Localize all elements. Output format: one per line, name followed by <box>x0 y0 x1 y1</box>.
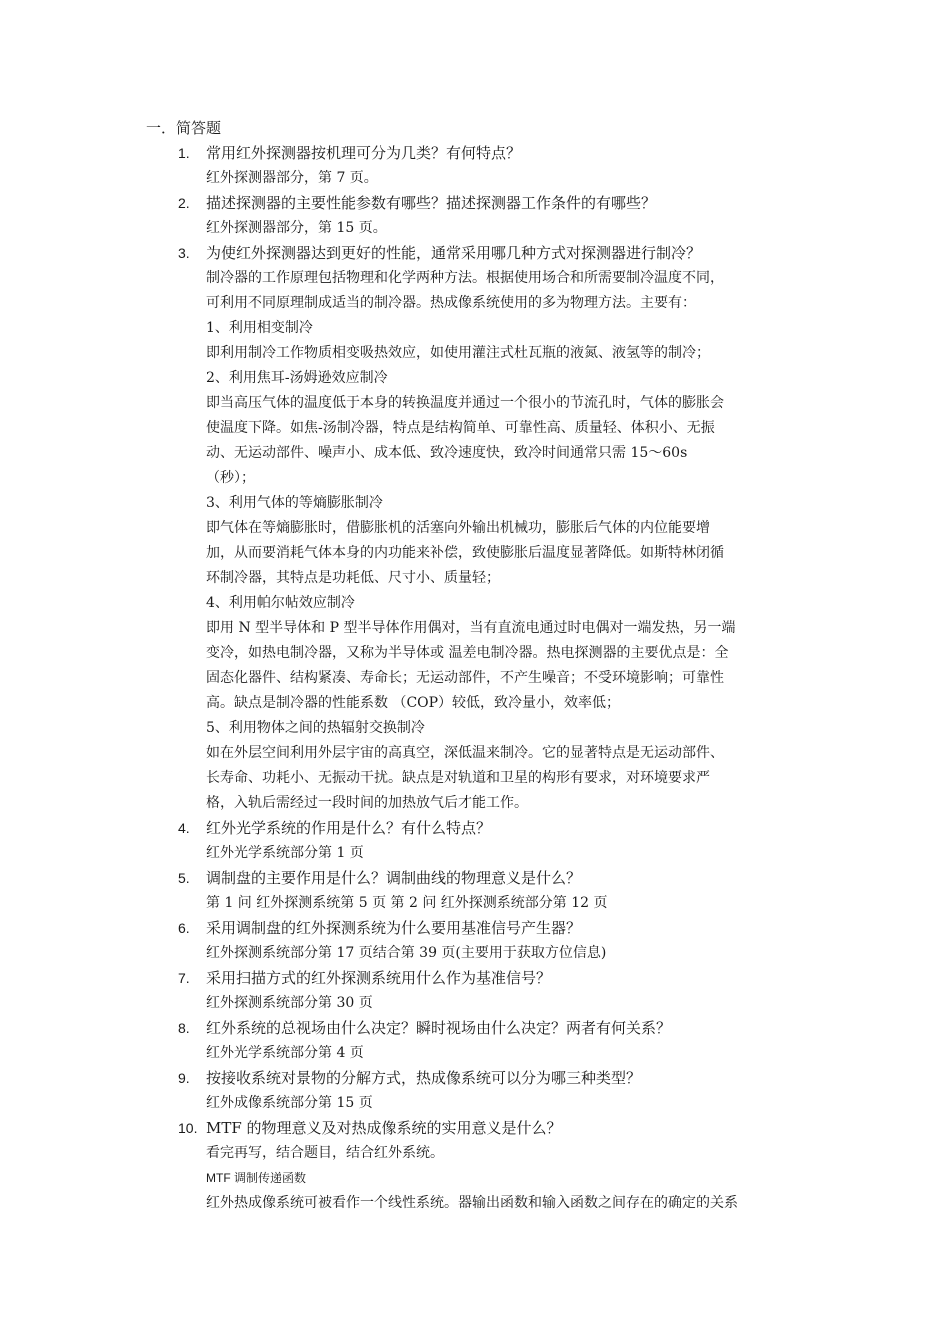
answer-line: 高。缺点是制冷器的性能系数 （COP）较低，致冷量小，效率低； <box>206 695 621 711</box>
question-text: MTF 的物理意义及对热成像系统的实用意义是什么？ <box>206 1119 562 1137</box>
answer-line: 5、利用物体之间的热辐射交换制冷 <box>206 720 425 736</box>
answer-line: 环制冷器，其特点是功耗低、尺寸小、质量轻； <box>206 570 500 586</box>
answer-line: 红外探测系统部分第 17 页结合第 39 页(主要用于获取方位信息) <box>206 945 607 961</box>
answer-line: 红外光学系统部分第 4 页 <box>206 1045 364 1061</box>
answer-line: MTF 调制传递函数 <box>206 1171 306 1185</box>
question-text: 红外光学系统的作用是什么？有什么特点？ <box>206 819 492 837</box>
answer-line: 3、利用气体的等熵膨胀制冷 <box>206 495 383 511</box>
answer-line: 红外成像系统部分第 15 页 <box>206 1095 373 1111</box>
answer-line: 红外光学系统部分第 1 页 <box>206 845 364 861</box>
question-number: 1. <box>178 145 190 161</box>
answer-line: 2、利用焦耳-汤姆逊效应制冷 <box>206 370 388 386</box>
question-text: 为使红外探测器达到更好的性能，通常采用哪几种方式对探测器进行制冷？ <box>206 244 702 262</box>
question-text: 按接收系统对景物的分解方式，热成像系统可以分为哪三种类型？ <box>206 1069 642 1087</box>
question-number: 6. <box>178 920 190 936</box>
question-text: 调制盘的主要作用是什么？调制曲线的物理意义是什么？ <box>206 869 582 887</box>
question-number: 8. <box>178 1020 190 1036</box>
question-text: 常用红外探测器按机理可分为几类？有何特点？ <box>206 144 522 162</box>
answer-line: 1、利用相变制冷 <box>206 320 313 336</box>
question-number: 5. <box>178 870 190 886</box>
answer-line: 红外热成像系统可被看作一个线性系统。器输出函数和输入函数之间存在的确定的关系 <box>206 1195 738 1211</box>
answer-line: 动、无运动部件、噪声小、成本低、致冷速度快，致冷时间通常只需 15～60s <box>206 445 688 461</box>
answer-line: 如在外层空间利用外层宇宙的高真空，深低温来制冷。它的显著特点是无运动部件、 <box>206 745 724 761</box>
answer-line: 可利用不同原理制成适当的制冷器。热成像系统使用的多为物理方法。主要有： <box>206 295 696 311</box>
answer-line: （秒）； <box>206 470 255 486</box>
answer-line: 格，入轨后需经过一段时间的加热放气后才能工作。 <box>206 795 528 811</box>
answer-line: 加，从而要消耗气体本身的内功能来补偿，致使膨胀后温度显著降低。如斯特林闭循 <box>206 545 724 561</box>
answer-line: 即用 N 型半导体和 P 型半导体作用偶对，当有直流电通过时电偶对一端发热，另一端 <box>206 620 736 636</box>
question-number: 9. <box>178 1070 190 1086</box>
answer-line: 使温度下降。如焦-汤制冷器，特点是结构简单、可靠性高、质量轻、体积小、无振 <box>206 420 715 436</box>
answer-line: 变冷，如热电制冷器，又称为半导体或 温差电制冷器。热电探测器的主要优点是：全 <box>206 645 729 661</box>
question-number: 2. <box>178 195 190 211</box>
answer-line: 看完再写，结合题目，结合红外系统。 <box>206 1145 444 1161</box>
question-text: 采用调制盘的红外探测系统为什么要用基准信号产生器？ <box>206 919 582 937</box>
question-number: 10. <box>178 1120 198 1136</box>
answer-line: 4、利用帕尔帖效应制冷 <box>206 595 355 611</box>
answer-line: 制冷器的工作原理包括物理和化学两种方法。根据使用场合和所需要制冷温度不同， <box>206 270 724 286</box>
section-title: 一．简答题 <box>146 119 222 137</box>
question-text: 红外系统的总视场由什么决定？瞬时视场由什么决定？两者有何关系？ <box>206 1019 672 1037</box>
question-number: 3. <box>178 245 190 261</box>
answer-line: 即利用制冷工作物质相变吸热效应，如使用灌注式杜瓦瓶的液氮、液氢等的制冷； <box>206 345 710 361</box>
question-number: 7. <box>178 970 190 986</box>
answer-line: 即气体在等熵膨胀时，借膨胀机的活塞向外输出机械功，膨胀后气体的内位能要增 <box>206 520 710 536</box>
question-text: 采用扫描方式的红外探测系统用什么作为基准信号？ <box>206 969 552 987</box>
answer-line: 固态化器件、结构紧凑、寿命长；无运动部件，不产生噪音；不受环境影响；可靠性 <box>206 670 724 686</box>
answer-line: 长寿命、功耗小、无振动干扰。缺点是对轨道和卫星的构形有要求，对环境要求严 <box>206 770 710 786</box>
answer-line: 即当高压气体的温度低于本身的转换温度并通过一个很小的节流孔时，气体的膨胀会 <box>206 395 724 411</box>
answer-line: 第 1 问 红外探测系统第 5 页 第 2 问 红外探测系统部分第 12 页 <box>206 895 608 911</box>
question-number: 4. <box>178 820 190 836</box>
answer-line: 红外探测器部分，第 15 页。 <box>206 220 387 236</box>
answer-line: 红外探测器部分，第 7 页。 <box>206 170 378 186</box>
answer-line: 红外探测系统部分第 30 页 <box>206 995 373 1011</box>
question-text: 描述探测器的主要性能参数有哪些？描述探测器工作条件的有哪些？ <box>206 194 657 212</box>
